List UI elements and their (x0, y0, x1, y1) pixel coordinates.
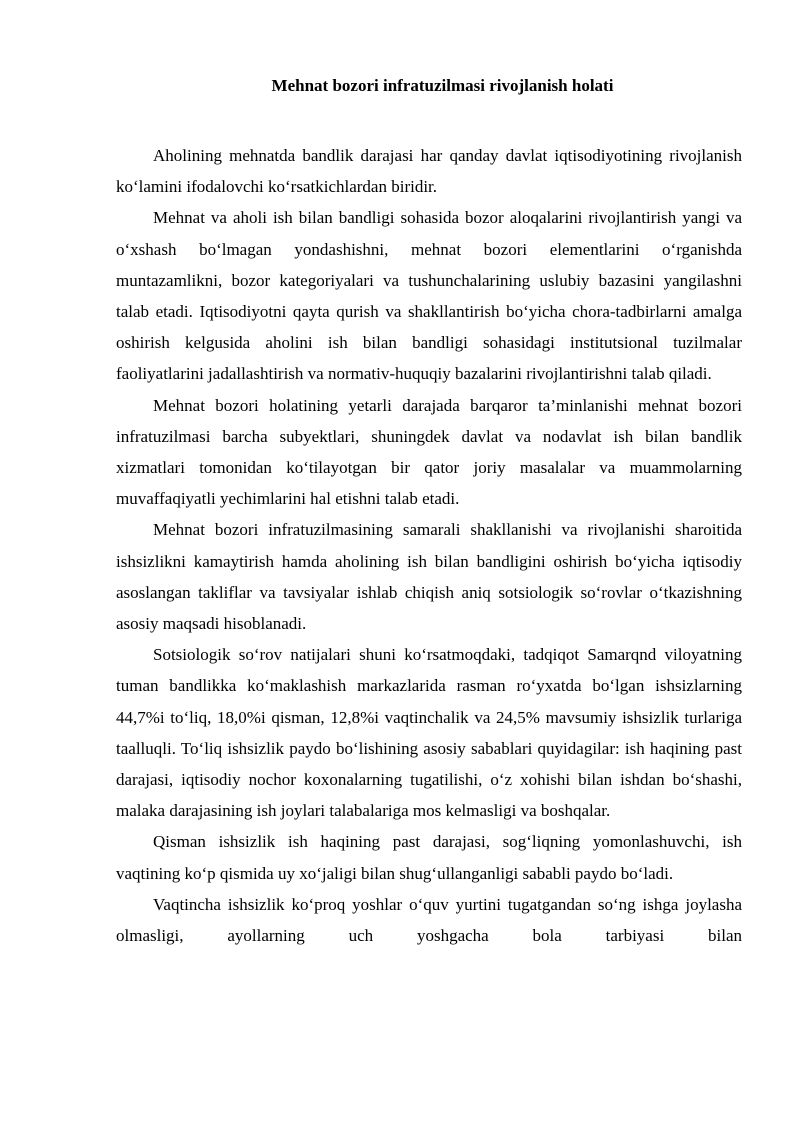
paragraph-4: Mehnat bozori infratuzilmasining samarali shakllanishi va rivojlanishi sharoitida ishsizlikni kamaytirish hamda aholining ish bilan bandligini oshirish bo‘yicha iqtisodiy asoslangan takliflar va tavsiyalar ishlab chiqish aniq sotsiologik so‘rovlar o‘tkazishning asosiy maqsadi hisoblanadi. (116, 520, 742, 634)
paragraph-2: Mehnat va aholi ish bilan bandligi sohasida bozor aloqalarini rivojlantirish yangi va o‘xshash bo‘lmagan yondashishni, mehnat bozori elementlarini o‘rganishda muntazamlikni, bozor kategoriyalari va tushunchalarining uslubiy bazasini yangilashni talab etadi. Iqtisodiyotni qayta qurish va shakllantirish bo‘yicha chora-tadbirlarni amalga oshirish kelgusida aholini ish bilan bandligi sohasidagi institutsional tuzilmalar faoliyatlarini jadallashtirish va normativ-huquqiy bazalarini rivojlantirishni talab qiladi. (116, 208, 742, 384)
document-page (116, 74, 742, 951)
paragraph-3: Mehnat bozori holatining yetarli darajada barqaror ta’minlanishi mehnat bozori infratuzilmasi barcha subyektlari, shuningdek davlat va nodavlat ish bilan bandlik xizmatlari tomonidan ko‘tilayotgan bir qator joriy masalalar va muammolarning muvaffaqiyatli yechimlarini hal etishni talab etadi. (116, 395, 742, 509)
paragraph-1: Aholining mehnatda bandlik darajasi har qanday davlat iqtisodiyotining rivojlanish ko‘lamini ifodalovchi ko‘rsatkichlardan biridir. (116, 146, 742, 197)
document-title: Mehnat bozori infratuzilmasi rivojlanish holati (271, 76, 614, 95)
paragraph-6: Qisman ishsizlik ish haqining past darajasi, sog‘liqning yomonlashuvchi, ish vaqtining ko‘p qismida uy xo‘jaligi bilan shug‘ullanganligi sababli paydo bo‘ladi. (116, 832, 742, 883)
paragraph-5: Sotsiologik so‘rov natijalari shuni ko‘rsatmoqdaki, tadqiqot Samarqnd viloyatning tuman bandlikka ko‘maklashish markazlarida rasman ro‘yxatda bo‘lgan ishsizlarning 44,7%i to‘liq, 18,0%i qisman, 12,8%i vaqtinchalik va 24,5% mavsumiy ishsizlik turlariga taalluqli. To‘liq ishsizlik paydo bo‘lishining asosiy sabablari quyidagilar: ish haqining past darajasi, iqtisodiy nochor koxonalarning tugatilishi, o‘z xohishi bilan ishdan bo‘shashi, malaka darajasining ish joylari talabalariga mos kelmasligi va boshqalar. (116, 645, 742, 821)
document-body (116, 140, 742, 951)
paragraph-7: Vaqtincha ishsizlik ko‘proq yoshlar o‘quv yurtini tugatgandan so‘ng ishga joylasha olmasligi, ayollarning uch yoshgacha bola tarbiyasi bilan (116, 894, 742, 946)
